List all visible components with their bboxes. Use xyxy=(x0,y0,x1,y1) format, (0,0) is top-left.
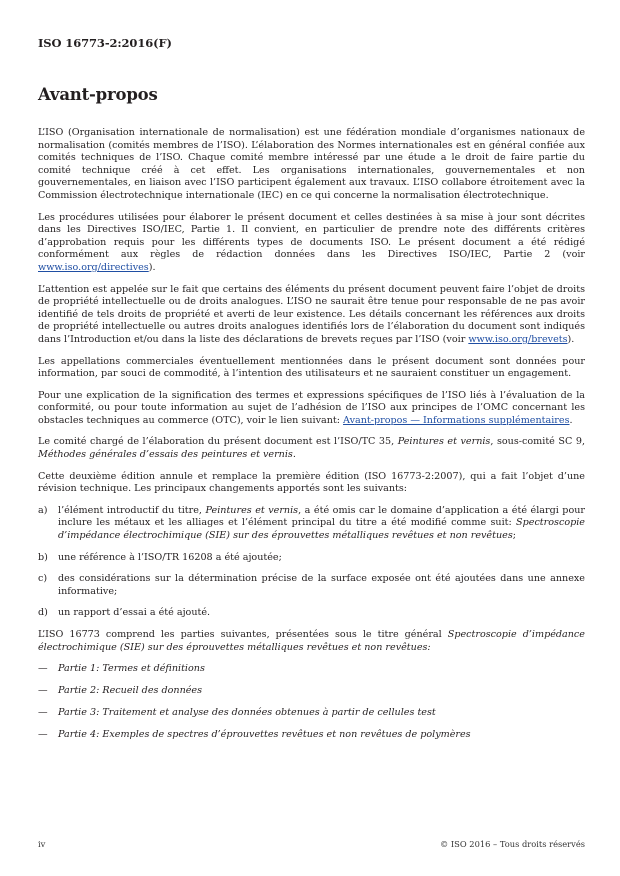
changes-list xyxy=(38,505,585,620)
parts-list xyxy=(38,663,585,742)
paragraph-parts-intro: L’ISO 16773 comprend les parties suivantes, présentées sous le titre général Spectroscopie d’impédance électrochimique (SIE) sur des éprouvettes métalliques revêtues et non revêtues: xyxy=(38,629,585,653)
directives-link[interactable]: www.iso.org/directives xyxy=(38,261,149,273)
list-item: b) une référence à l’ISO/TR 16208 a été ajoutée; xyxy=(38,551,282,563)
paragraph-patents: L’attention est appelée sur le fait que certains des éléments du présent document peuvent faire l’objet de droits de propriété intellectuelle ou de droits analogues. L’ISO ne saurait être tenue pour responsable de ne pas avoir identifié de tels droits de propriété et averti de leur existence. Les détails concernant les références aux droits de propriété intellectuelle ou autres droits analogues identifiés lors de l’élaboration du document sont indiqués dans l’Introduction et/ou dans la liste des déclarations de brevets reçues par l’ISO (voir www.iso.org/brevets). xyxy=(38,283,585,345)
list-item: — Partie 1: Termes et définitions xyxy=(38,663,205,675)
page-number: iv xyxy=(38,839,46,849)
list-item: a) l’élément introductif du titre, Peintures et vernis, a été omis car le domaine d’application a été élargi pour inclure les métaux et les alliages et l’élément principal du titre a été modifié comme suit: Spectroscopie d’impédance électrochimique (SIE) sur des éprouvettes métalliques revêtues et non revêtues; xyxy=(38,504,585,542)
paragraph-edition: Cette deuxième édition annule et remplace la première édition (ISO 16773-2:2007), qui a fait l’objet d’une révision technique. Les principaux changements apportés sont les suivants: xyxy=(38,470,585,495)
list-item: d) un rapport d’essai a été ajouté. xyxy=(38,607,211,619)
foreword-body xyxy=(38,127,585,752)
patents-link[interactable]: www.iso.org/brevets xyxy=(468,333,568,345)
paragraph-procedures: Les procédures utilisées pour élaborer le présent document et celles destinées à sa mise à jour sont décrites dans les Directives ISO/IEC, Partie 1. Il convient, en particulier de prendre note des différents critères d’approbation requis pour les différents types de documents ISO. Le présent document a été rédigé conformément aux règles de rédaction données dans les Directives ISO/IEC, Partie 2 (voir www.iso.org/directives). xyxy=(38,211,585,273)
paragraph-iso-intro: L’ISO (Organisation internationale de normalisation) est une fédération mondiale d’organismes nationaux de normalisation (comités membres de l’ISO). L’élaboration des Normes internationales est en général confiée aux comités techniques de l’ISO. Chaque comité membre intéressé par une étude a le droit de faire partie du comité technique créé à cet effet. Les organisations internationales, gouvernementales et non gouvernementales, en liaison avec l’ISO participent également aux travaux. L’ISO collabore étroitement avec la Commission électrotechnique internationale (IEC) en ce qui concerne la normalisation électrotechnique. xyxy=(38,127,585,201)
list-item: — Partie 3: Traitement et analyse des données obtenues à partir de cellules test xyxy=(38,707,436,719)
paragraph-committee: Le comité chargé de l’élaboration du présent document est l’ISO/TC 35, Peintures et vernis, sous-comité SC 9, Méthodes générales d’essais des peintures et vernis. xyxy=(38,436,586,461)
list-item: c) des considérations sur la détermination précise de la surface exposée ont été ajoutées dans une annexe informative; xyxy=(38,573,585,597)
copyright-notice: © ISO 2016 – Tous droits réservés xyxy=(439,839,585,849)
section-title: Avant-propos xyxy=(38,85,158,104)
document-id: ISO 16773-2:2016(F) xyxy=(38,36,172,50)
paragraph-trade-names: Les appellations commerciales éventuellement mentionnées dans le présent document sont données pour information, par souci de commodité, à l’intention des utilisateurs et ne sauraient constituer un engagement. xyxy=(38,355,585,380)
list-item: — Partie 2: Recueil des données xyxy=(38,685,203,697)
paragraph-conformity: Pour une explication de la signification des termes et expressions spécifiques de l’ISO liés à l’évaluation de la conformité, ou pour toute information au sujet de l’adhésion de l’ISO aux principes de l’OMC concernant les obstacles techniques au commerce (OTC), voir le lien suivant: Avant-propos — Informations supplémentaires. xyxy=(38,389,585,426)
list-item: — Partie 4: Exemples de spectres d’éprouvettes revêtues et non revêtues de polymères xyxy=(38,729,471,741)
supplementary-info-link[interactable]: Avant-propos — Informations supplémentaires xyxy=(343,414,570,426)
